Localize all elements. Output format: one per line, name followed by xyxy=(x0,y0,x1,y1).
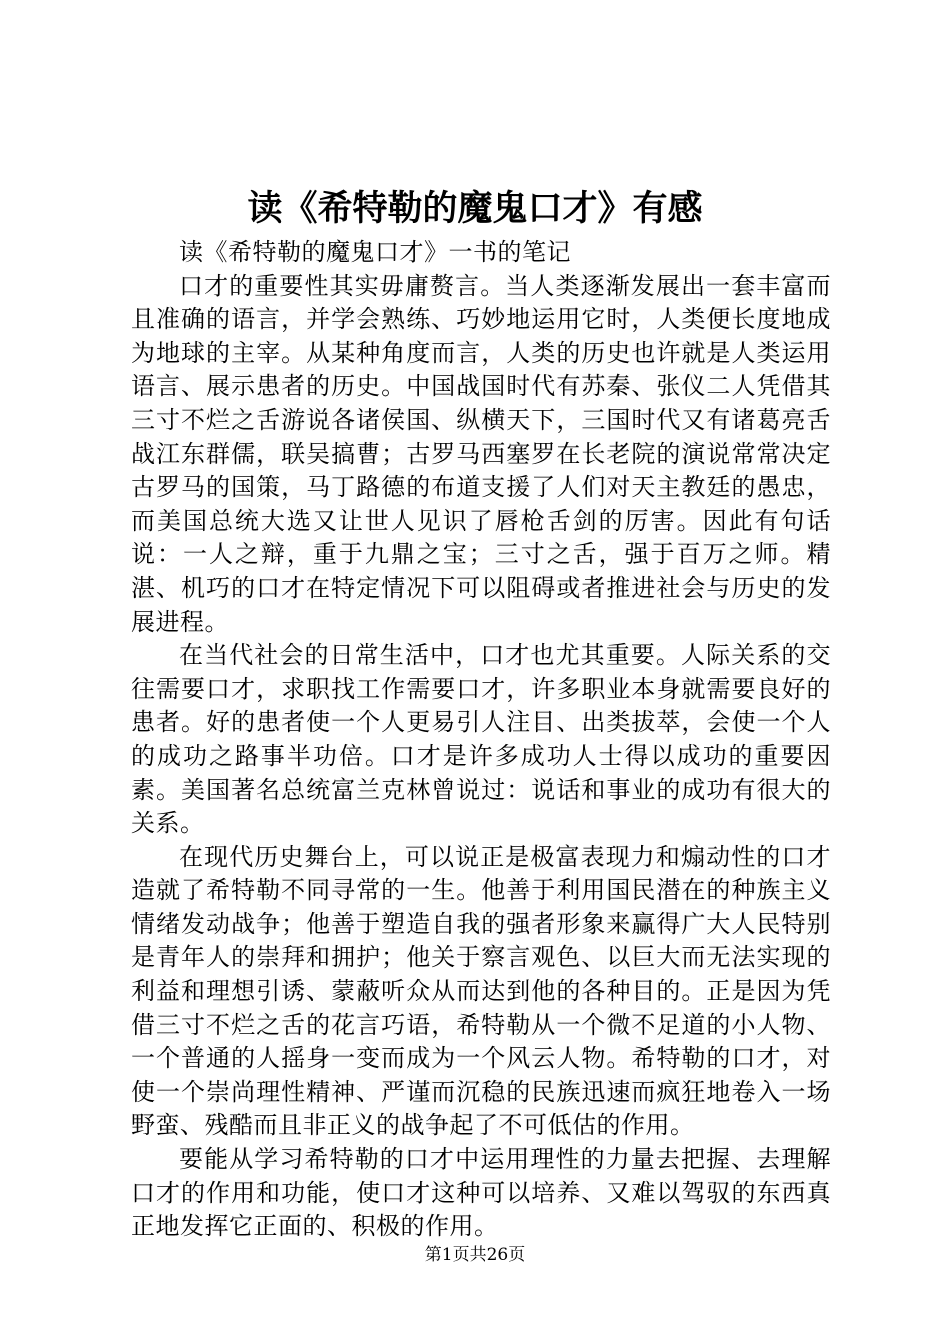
document-subtitle: 读《希特勒的魔鬼口才》一书的笔记 xyxy=(179,238,571,266)
paragraph-4: 要能从学习希特勒的口才中运用理性的力量去把握、去理解口才的作用和功能，使口才这种可以培养、又难以驾驭的东西真正地发挥它正面的、积极的作用。 xyxy=(131,1145,831,1241)
page-footer xyxy=(0,1243,950,1267)
document-title: 读《希特勒的魔鬼口才》有感 xyxy=(247,188,703,229)
paragraph-2: 在当代社会的日常生活中，口才也尤其重要。人际关系的交往需要口才，求职找工作需要口才，许多职业本身就需要良好的患者。好的患者使一个人更易引人注目、出类拔萃，会使一个人的成功之路事半功倍。口才是许多成功人士得以成功的重要因素。美国著名总统富兰克林曾说过：说话和事业的成功有很大的关系。 xyxy=(131,641,831,838)
page-total: 共26页 xyxy=(469,1245,526,1265)
page-number: 第1页 xyxy=(424,1245,470,1265)
paragraph-3: 在现代历史舞台上，可以说正是极富表现力和煽动性的口才造就了希特勒不同寻常的一生。他善于利用国民潜在的种族主义情绪发动战争；他善于塑造自我的强者形象来赢得广大人民特别是青年人的崇拜和拥护；他关于察言观色、以巨大而无法实现的利益和理想引诱、蒙蔽听众从而达到他的各种目的。正是因为凭借三寸不烂之舌的花言巧语，希特勒从一个微不足道的小人物、一个普通的人摇身一变而成为一个风云人物。希特勒的口才，对使一个崇尚理性精神、严谨而沉稳的民族迅速而疯狂地卷入一场野蛮、残酷而且非正义的战争起了不可低估的作用。 xyxy=(131,842,831,1140)
paragraph-1: 口才的重要性其实毋庸赘言。当人类逐渐发展出一套丰富而且准确的语言，并学会熟练、巧妙地运用它时，人类便长度地成为地球的主宰。从某种角度而言，人类的历史也许就是人类运用语言、展示患者的历史。中国战国时代有苏秦、张仪二人凭借其三寸不烂之舌游说各诸侯国、纵横天下，三国时代又有诸葛亮舌战江东群儒，联吴搞曹；古罗马西塞罗在长老院的演说常常决定古罗马的国策，马丁路德的布道支援了人们对天主教廷的愚忠，而美国总统大选又让世人见识了唇枪舌剑的厉害。因此有句话说：一人之辩，重于九鼎之宝；三寸之舌，强于百万之师。精湛、机巧的口才在特定情况下可以阻碍或者推进社会与历史的发展进程。 xyxy=(131,271,831,636)
document-body xyxy=(131,236,831,1244)
